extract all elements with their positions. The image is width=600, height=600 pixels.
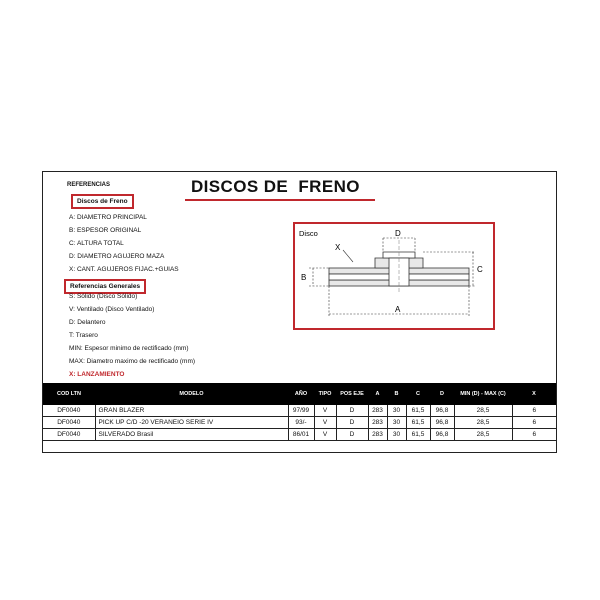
cell-x: 6 — [512, 417, 556, 429]
cell-min-max: 28,5 — [454, 429, 512, 441]
cell-b: 30 — [387, 417, 406, 429]
header-row — [43, 383, 556, 405]
disc-cross-section — [295, 224, 493, 328]
col-c: C — [406, 383, 430, 405]
label-b: B — [301, 273, 307, 282]
legend-item-launch: X: LANZAMIENTO — [69, 371, 125, 378]
cell-pos-eje: D — [336, 405, 368, 417]
page-title: DISCOS DE FRENO — [191, 177, 360, 196]
cell-a: 283 — [368, 429, 387, 441]
references-label: REFERENCIAS — [67, 182, 111, 188]
label-x: X — [335, 243, 341, 252]
col-d: D — [430, 383, 454, 405]
cell-a: 283 — [368, 405, 387, 417]
cell-ano: 86/01 — [288, 429, 314, 441]
col-b: B — [387, 383, 406, 405]
cell-cod: DF0040 — [43, 429, 95, 441]
cell-tipo: V — [314, 417, 336, 429]
legend-item-b: B: ESPESOR ORIGINAL — [69, 227, 142, 234]
label-d: D — [395, 229, 401, 238]
table-row — [43, 405, 556, 417]
cell-b: 30 — [387, 429, 406, 441]
cell-tipo: V — [314, 405, 336, 417]
cell-cod: DF0040 — [43, 417, 95, 429]
cell-ano: 97/99 — [288, 405, 314, 417]
cell-d: 96,8 — [430, 405, 454, 417]
cell-tipo: V — [314, 429, 336, 441]
legend-box-general: Referencias Generales — [64, 279, 146, 294]
cell-modelo: PICK UP C/D -20 VERANEIO SERIE IV — [95, 417, 288, 429]
table-body — [43, 405, 556, 441]
col-a: A — [368, 383, 387, 405]
legend-item-a: A: DIAMETRO PRINCIPAL — [69, 214, 147, 221]
cell-min-max: 28,5 — [454, 405, 512, 417]
cell-c: 61,5 — [406, 417, 430, 429]
cell-x: 6 — [512, 429, 556, 441]
cell-modelo: SILVERADO Brasil — [95, 429, 288, 441]
title-underline — [185, 199, 375, 201]
product-table-area — [43, 383, 556, 441]
catalog-sheet — [42, 171, 557, 453]
disc-diagram — [293, 222, 495, 330]
cell-b: 30 — [387, 405, 406, 417]
table-row — [43, 417, 556, 429]
cell-c: 61,5 — [406, 405, 430, 417]
x-pointer — [343, 250, 353, 262]
legend-item-delantero: D: Delantero — [69, 319, 106, 326]
cell-min-max: 28,5 — [454, 417, 512, 429]
label-a: A — [395, 305, 401, 314]
cell-c: 61,5 — [406, 429, 430, 441]
col-modelo: MODELO — [95, 383, 288, 405]
cell-pos-eje: D — [336, 429, 368, 441]
label-c: C — [477, 265, 483, 274]
legend-box-discos: Discos de Freno — [71, 194, 134, 209]
cell-d: 96,8 — [430, 429, 454, 441]
legend-item-s: S: Sólido (Disco Sólido) — [69, 293, 138, 300]
col-tipo: TIPO — [314, 383, 336, 405]
col-ano: AÑO — [288, 383, 314, 405]
legend-item-min: MIN: Espesor minimo de rectificado (mm) — [69, 345, 189, 352]
table-row — [43, 429, 556, 441]
disc-shape — [329, 252, 469, 286]
legend-item-d: D: DIAMETRO AGUJERO MAZA — [69, 253, 165, 260]
col-min-max: MIN (D) - MAX (C) — [454, 383, 512, 405]
col-cod-ltn: COD LTN — [43, 383, 95, 405]
b-dimension — [309, 268, 329, 286]
product-table — [43, 383, 556, 441]
col-x: X — [512, 383, 556, 405]
cell-a: 283 — [368, 417, 387, 429]
cell-ano: 93/- — [288, 417, 314, 429]
legend-item-x: X: CANT. AGUJEROS FIJAC.+GUIAS — [69, 266, 179, 273]
legend-item-v: V: Ventilado (Disco Ventilado) — [69, 306, 155, 313]
cell-x: 6 — [512, 405, 556, 417]
col-pos-eje: POS EJE — [336, 383, 368, 405]
cell-modelo: GRAN BLAZER — [95, 405, 288, 417]
cell-pos-eje: D — [336, 417, 368, 429]
table-header — [43, 383, 556, 405]
legend-item-c: C: ALTURA TOTAL — [69, 240, 124, 247]
legend-item-trasero: T: Trasero — [69, 332, 98, 339]
legend-item-max: MAX: Diametro maximo de rectificado (mm) — [69, 358, 196, 365]
cell-d: 96,8 — [430, 417, 454, 429]
cell-cod: DF0040 — [43, 405, 95, 417]
diagram-title: Disco — [299, 229, 318, 238]
